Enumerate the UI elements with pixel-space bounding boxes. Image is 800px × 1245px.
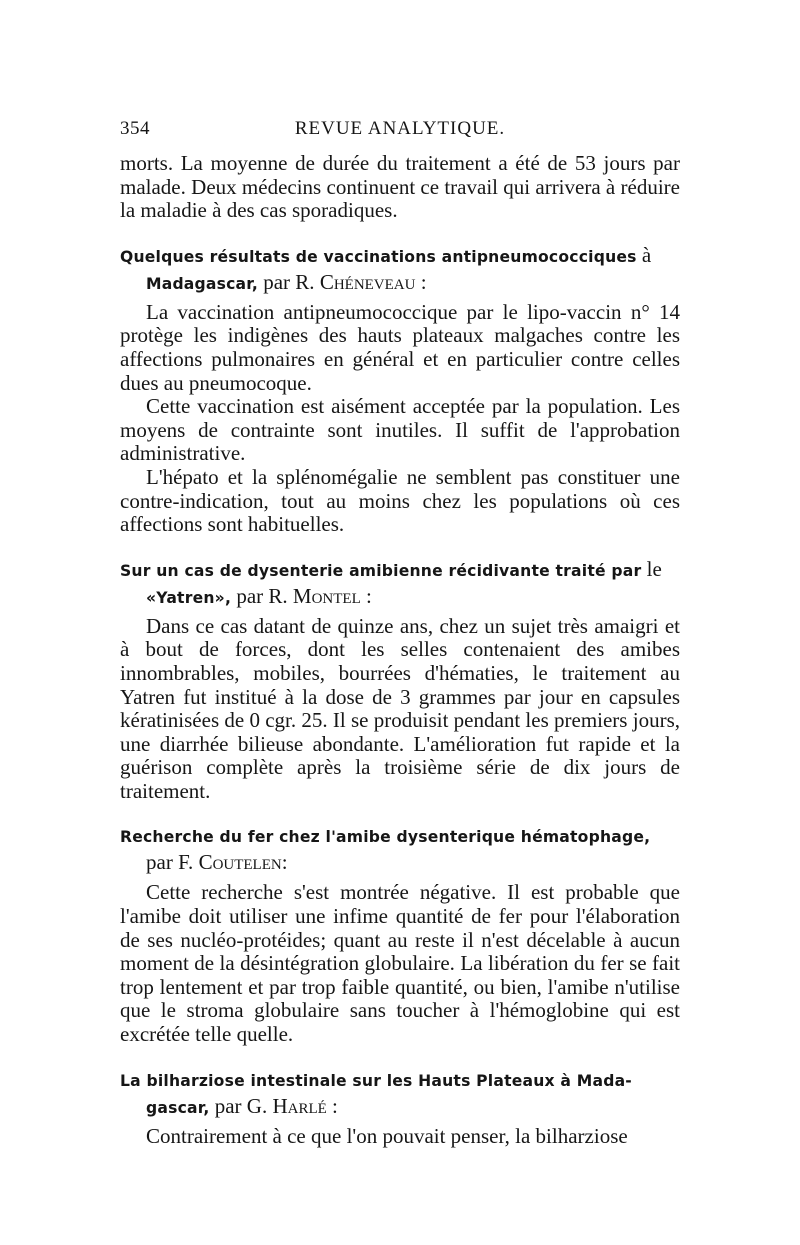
article-paragraph: Cette vaccination est aisément acceptée par la population. Les moyens de contrainte sont inutiles. Il suffit de l'approbation administrative. bbox=[120, 394, 680, 466]
byline-suffix: : bbox=[281, 850, 288, 875]
article-paragraph: L'hépato et la splénomégalie ne semblent pas constituer une contre-indication, tout au moins chez les populations où ces affections sont habituelles. bbox=[120, 464, 680, 537]
byline-suffix: : bbox=[326, 1093, 338, 1118]
article-paragraph: Cette recherche s'est montrée négative. Il est probable que l'amibe doit utiliser une infime quantité de fer pour l'élaboration de ses nucléo-protéides; quant au reste il n'est décelable à aucun moment de la désintégration globulaire. La libération du fer se fait trop lentement et par trop faible quantité, ou bien, l'amibe n'utilise que le stroma globulaire sans toucher à l'hémoglobine qui est excrétée telle quelle. bbox=[120, 880, 680, 1047]
article-bilharziose bbox=[120, 1067, 680, 1149]
article-fer-amibe bbox=[120, 823, 680, 1046]
article-paragraph: Contrairement à ce que l'on pouvait penser, la bilharziose bbox=[146, 1123, 628, 1148]
byline-suffix: : bbox=[360, 583, 372, 608]
article-title: La bilharziose intestinale sur les Hauts Plateaux à Mada- bbox=[120, 1071, 632, 1090]
byline-prefix: par F. bbox=[146, 850, 199, 875]
article-byline bbox=[120, 584, 680, 611]
document-page bbox=[120, 118, 680, 1148]
article-title-rest: à bbox=[636, 242, 652, 267]
author-name: Harlé bbox=[272, 1093, 327, 1118]
byline-prefix: par G. bbox=[209, 1093, 273, 1118]
article-title-continued: gascar, bbox=[146, 1098, 210, 1117]
article-byline bbox=[120, 1094, 680, 1121]
article-paragraph: La vaccination antipneumococcique par le lipo-vaccin n° 14 protège les indigènes des hauts plateaux malgaches contre les affections pulmonaires en général et en particulier contre celles dues au pneumocoque. bbox=[120, 299, 680, 395]
byline-prefix: par R. bbox=[231, 583, 293, 608]
byline-prefix: par R. bbox=[257, 269, 320, 294]
article-paragraph: Dans ce cas datant de quinze ans, chez un sujet très amaigri et à bout de forces, dont les selles contenaient des amibes innombrables, mobiles, bourrées d'hématies, le traitement au Yatren fut institué à la dose de 3 grammes par jour en capsules kératinisées de 0 cgr. 25. Il se produisit pendant les premiers jours, une diarrhée bilieuse abondante. L'amélioration fut rapide et la guérison complète après la troisième série de dix jours de traitement. bbox=[120, 613, 680, 803]
article-title-continued: Madagascar, bbox=[146, 274, 258, 293]
article-title: Sur un cas de dysenterie amibienne récidivante traité par bbox=[120, 561, 642, 580]
article-dysenterie bbox=[120, 557, 680, 804]
article-title: Recherche du fer chez l'amibe dysenterique hématophage, bbox=[120, 828, 651, 847]
article-heading bbox=[120, 1067, 680, 1121]
article-title-rest: le bbox=[641, 556, 662, 581]
byline-suffix: : bbox=[415, 269, 427, 294]
article-heading bbox=[120, 243, 680, 297]
author-name: Chéneveau bbox=[319, 269, 416, 294]
article-heading bbox=[120, 557, 680, 611]
article-vaccinations bbox=[120, 243, 680, 537]
author-name: Montel bbox=[292, 583, 361, 608]
page-header bbox=[120, 118, 680, 152]
page-number: 354 bbox=[120, 118, 150, 139]
article-title: Quelques résultats de vaccinations antipneumococciques bbox=[120, 247, 637, 266]
author-name: Coutelen bbox=[198, 850, 282, 875]
article-byline bbox=[120, 270, 680, 297]
intro-paragraph: morts. La moyenne de durée du traitement a été de 53 jours par malade. Deux médecins continuent ce travail qui arrivera à réduire la maladie à des cas sporadiques. bbox=[120, 151, 680, 223]
article-heading bbox=[120, 823, 680, 877]
running-title: REVUE ANALYTIQUE. bbox=[294, 118, 506, 139]
article-byline bbox=[120, 850, 680, 877]
article-title-continued: «Yatren», bbox=[146, 588, 232, 607]
